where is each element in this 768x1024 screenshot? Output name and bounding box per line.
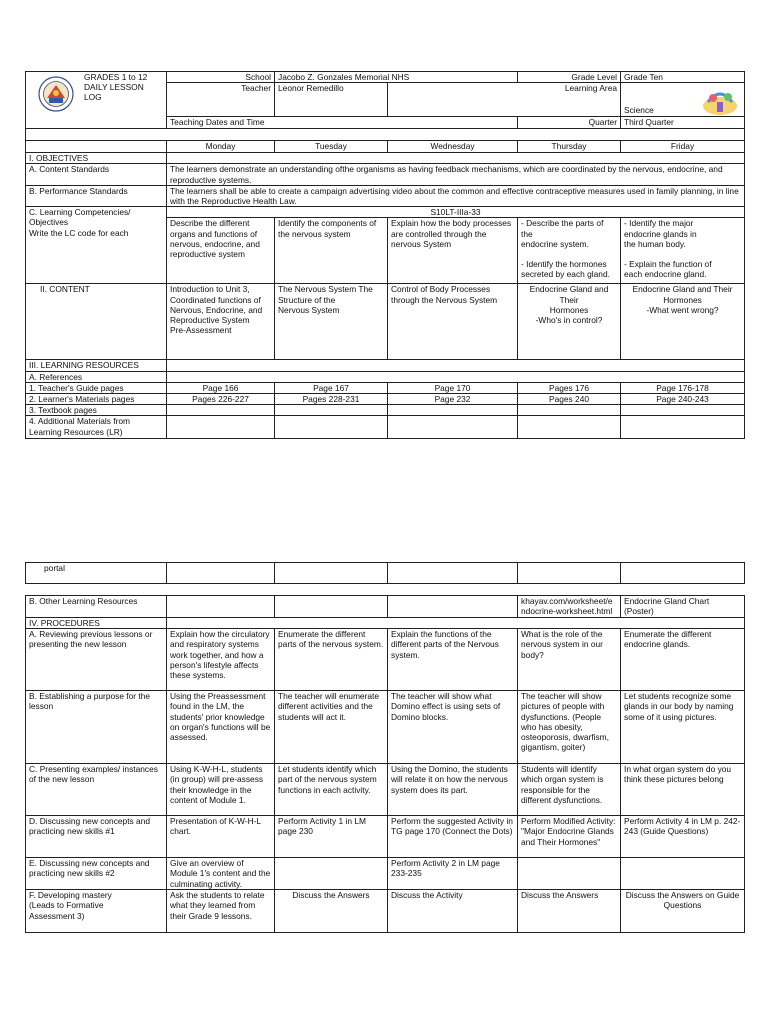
procedure-cell [275, 858, 388, 890]
lm-thursday: Pages 240 [518, 394, 621, 405]
content-title: II. CONTENT [26, 284, 167, 360]
lm-wednesday: Page 232 [388, 394, 518, 405]
textbook-label: 3. Textbook pages [26, 405, 167, 416]
table-row [26, 691, 745, 764]
lc-tuesday: Identify the components of the nervous system [275, 218, 388, 284]
procedure-cell: Enumerate the different parts of the nervous system. [275, 629, 388, 691]
procedure-cell: Discuss the Answers [275, 890, 388, 933]
table-row [26, 858, 745, 890]
procedure-cell [518, 858, 621, 890]
procedure-cell: Let students recognize some glands in our body by naming some of it using pictures. [621, 691, 745, 764]
grades-text: GRADES 1 to 12 [84, 72, 148, 82]
lc-code: S10LT-IIIa-33 [167, 207, 745, 218]
references-label: A. References [26, 371, 167, 382]
school-value: Jacobo Z. Gonzales Memorial NHS [275, 72, 518, 83]
objectives-title: I. OBJECTIVES [26, 153, 167, 164]
procedure-cell: Perform Activity 1 in LM page 230 [275, 816, 388, 858]
tg-thursday: Pages 176 [518, 382, 621, 393]
procedure-cell: Let students identify which part of the nervous system functions in each activity. [275, 764, 388, 816]
day-tuesday: Tuesday [275, 141, 388, 153]
content-standards: The learners demonstrate an understanding ofthe organisms as having feedback mechanisms, which are coordinated by the nervous, endocrine, and reproductive systems. [167, 164, 745, 185]
procedure-cell: Ask the students to relate what they learned from their Grade 9 lessons. [167, 890, 275, 933]
procedure-cell: The teacher will enumerate different activities and the students will act it. [275, 691, 388, 764]
procedure-label: B. Establishing a purpose for the lesson [26, 691, 167, 764]
day-wednesday: Wednesday [388, 141, 518, 153]
quarter-label: Quarter [518, 117, 621, 129]
procedure-cell: The teacher will show pictures of people with dysfunctions. (People who has obesity, osteoporosis, dwarfism, gigantism, goiter) [518, 691, 621, 764]
procedure-cell: Give an overview of Module 1's content and the culminating activity. [167, 858, 275, 890]
procedure-cell: The teacher will show what Domino effect is using sets of Domino blocks. [388, 691, 518, 764]
table-row [26, 890, 745, 933]
resources-title: III. LEARNING RESOURCES [26, 360, 167, 371]
lesson-log-table-procedures [25, 595, 745, 933]
teacher-value: Leonor Remedillo [275, 83, 388, 117]
additional-materials-label: 4. Additional Materials from Learning Resources (LR) [26, 416, 167, 439]
day-monday: Monday [167, 141, 275, 153]
procedure-cell: Perform Activity 4 in LM p. 242-243 (Guide Questions) [621, 816, 745, 858]
other-resources-label: B. Other Learning Resources [26, 596, 167, 618]
procedures-title: IV. PROCEDURES [26, 618, 167, 629]
day-thursday: Thursday [518, 141, 621, 153]
tg-label: 1. Teacher's Guide pages [26, 382, 167, 393]
lesson-log-table-bottom [25, 562, 745, 584]
procedure-label: E. Discussing new concepts and practicing new skills #2 [26, 858, 167, 890]
procedure-cell: Discuss the Answers [518, 890, 621, 933]
school-label: School [167, 72, 275, 83]
procedure-cell: Discuss the Activity [388, 890, 518, 933]
procedure-cell: Enumerate the different endocrine glands. [621, 629, 745, 691]
lc-friday: - Identify the major endocrine glands in the human body. - Explain the function of each endocrine gland. [621, 218, 745, 284]
tg-wednesday: Page 170 [388, 382, 518, 393]
other-resources-friday: Endocrine Gland Chart (Poster) [621, 596, 745, 618]
procedure-label: C. Presenting examples/ instances of the new lesson [26, 764, 167, 816]
lm-tuesday: Pages 228-231 [275, 394, 388, 405]
tg-tuesday: Page 167 [275, 382, 388, 393]
procedure-cell: Explain the functions of the different parts of the Nervous system. [388, 629, 518, 691]
procedure-label: F. Developing mastery (Leads to Formative Assessment 3) [26, 890, 167, 933]
procedure-label: A. Reviewing previous lessons or presenting the new lesson [26, 629, 167, 691]
procedure-cell: Using the Domino, the students will relate it on how the nervous system does its part. [388, 764, 518, 816]
log-text-1: DAILY LESSON [84, 82, 144, 93]
performance-standards: The learners shall be able to create a campaign advertising video about the common and effective contraceptive measures used in family planning, in line with the Reproductive Health Law. [167, 185, 745, 206]
procedure-cell: What is the role of the nervous system in our body? [518, 629, 621, 691]
quarter-value: Third Quarter [621, 117, 745, 129]
table-row [26, 764, 745, 816]
procedure-cell: Using the Preassessment found in the LM, the students' prior knowledge on organ's functions will be assessed. [167, 691, 275, 764]
performance-standards-label: B. Performance Standards [26, 185, 167, 206]
lm-label: 2. Learner's Materials pages [26, 394, 167, 405]
portal-label: portal [26, 563, 167, 584]
content-wednesday: Control of Body Processes through the Nervous System [388, 284, 518, 360]
lc-thursday: - Describe the parts of the endocrine system. - Identify the hormones secreted by each gland. [518, 218, 621, 284]
table-row [26, 816, 745, 858]
lc-wednesday: Explain how the body processes are controlled through the nervous System [388, 218, 518, 284]
dates-label: Teaching Dates and Time [167, 117, 518, 129]
lc-label: C. Learning Competencies/ Objectives Write the LC code for each [26, 207, 167, 284]
procedure-cell: Perform Modified Activity: "Major Endocrine Glands and Their Hormones" [518, 816, 621, 858]
log-text-2: LOG [84, 92, 102, 103]
procedure-cell [621, 858, 745, 890]
procedure-label: D. Discussing new concepts and practicing new skills #1 [26, 816, 167, 858]
teacher-label: Teacher [167, 83, 275, 117]
lm-monday: Pages 226-227 [167, 394, 275, 405]
procedure-cell: Using K-W-H-L, students (in group) will pre-assess their knowledge in the content of Module 1. [167, 764, 275, 816]
lm-friday: Page 240-243 [621, 394, 745, 405]
procedure-cell: Presentation of K-W-H-L chart. [167, 816, 275, 858]
tg-friday: Page 176-178 [621, 382, 745, 393]
content-thursday: Endocrine Gland and Their Hormones -Who's in control? [518, 284, 621, 360]
tg-monday: Page 166 [167, 382, 275, 393]
content-monday: Introduction to Unit 3, Coordinated functions of Nervous, Endocrine, and Reproductive System Pre-Assessment [167, 284, 275, 360]
procedure-cell: Discuss the Answers on Guide Questions [621, 890, 745, 933]
content-friday: Endocrine Gland and Their Hormones -What went wrong? [621, 284, 745, 360]
lesson-log-table-top [25, 71, 745, 439]
procedure-cell: Students will identify which organ system is responsible for the different dysfunctions. [518, 764, 621, 816]
procedure-cell: Perform the suggested Activity in TG page 170 (Connect the Dots) [388, 816, 518, 858]
log-title [26, 72, 167, 129]
lc-monday: Describe the different organs and functions of nervous, endocrine, and reproductive system [167, 218, 275, 284]
procedure-cell: Perform Activity 2 in LM page 233-235 [388, 858, 518, 890]
grade-level-value: Grade Ten [621, 72, 745, 83]
day-friday: Friday [621, 141, 745, 153]
content-standards-label: A. Content Standards [26, 164, 167, 185]
learning-area-value: Science [621, 83, 745, 117]
table-row [26, 629, 745, 691]
other-resources-thursday: khayav.com/worksheet/endocrine-worksheet.html [518, 596, 621, 618]
procedure-cell: Explain how the circulatory and respiratory systems work together, and how a person's lifestyle affects these systems. [167, 629, 275, 691]
procedure-cell: In what organ system do you think these pictures belong [621, 764, 745, 816]
content-tuesday: The Nervous System The Structure of the Nervous System [275, 284, 388, 360]
learning-area-label: Learning Area [518, 83, 621, 117]
grade-level-label: Grade Level [518, 72, 621, 83]
